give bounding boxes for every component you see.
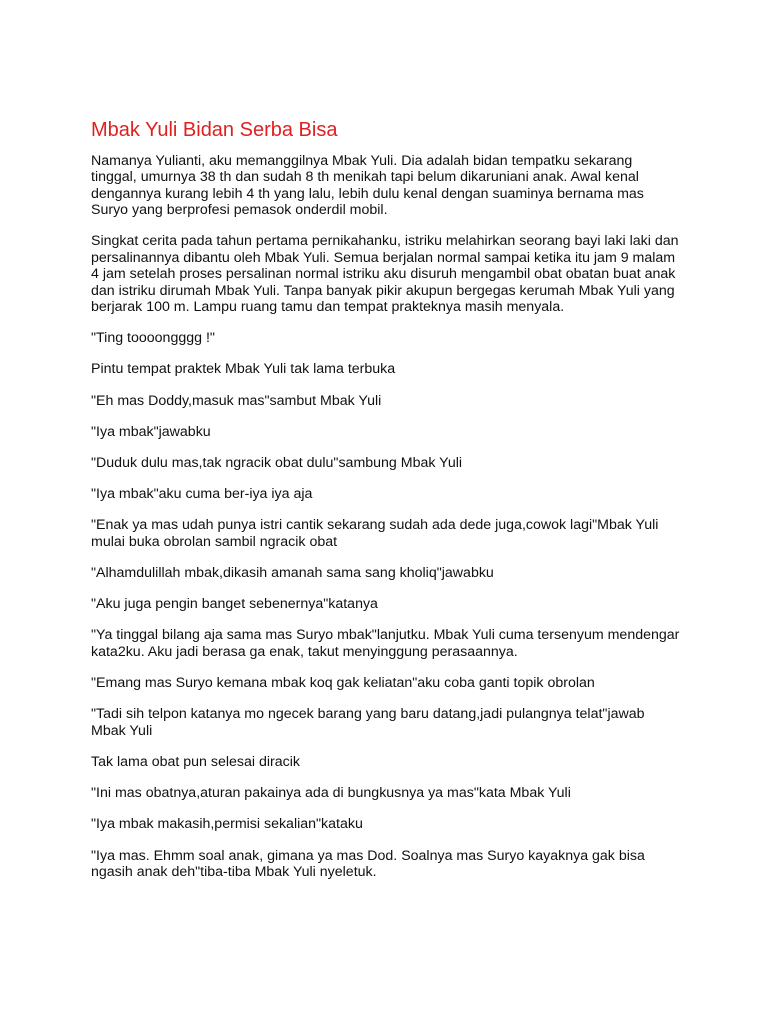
paragraph: "Iya mbak"aku cuma ber-iya iya aja [91, 486, 313, 503]
paragraph: "Emang mas Suryo kemana mbak koq gak keliatan"aku coba ganti topik obrolan [91, 675, 595, 692]
paragraph: "Alhamdulillah mbak,dikasih amanah sama sang kholiq"jawabku [91, 565, 494, 582]
paragraph: "Tadi sih telpon katanya mo ngecek barang yang baru datang,jadi pulangnya telat"jawab Mbak Yuli [91, 706, 645, 739]
paragraph: "Eh mas Doddy,masuk mas"sambut Mbak Yuli [91, 392, 382, 409]
paragraph: Tak lama obat pun selesai diracik [91, 753, 300, 770]
paragraph: "Enak ya mas udah punya istri cantik sekarang sudah ada dede juga,cowok lagi"Mbak Yuli mulai buka obrolan sambil ngracik obat [91, 517, 659, 550]
paragraph: "Aku juga pengin banget sebenernya"katanya [91, 596, 378, 613]
paragraph: Pintu tempat praktek Mbak Yuli tak lama terbuka [91, 361, 396, 378]
paragraph: "Ini mas obatnya,aturan pakainya ada di bungkusnya ya mas"kata Mbak Yuli [91, 785, 571, 802]
paragraph: "Ting toooongggg !" [91, 330, 215, 347]
paragraph: "Ya tinggal bilang aja sama mas Suryo mbak"lanjutku. Mbak Yuli cuma tersenyum mendengar kata2ku. Aku jadi berasa ga enak, takut menyinggung perasaannya. [91, 627, 680, 660]
document-title: Mbak Yuli Bidan Serba Bisa [91, 119, 338, 141]
paragraph: "Iya mbak makasih,permisi sekalian"kataku [91, 816, 363, 833]
paragraph: Singkat cerita pada tahun pertama pernikahanku, istriku melahirkan seorang bayi laki laki dan persalinannya dibantu oleh Mbak Yuli. Semua berjalan normal sampai ketika itu jam 9 malam 4 jam setelah proses persalinan normal istriku aku disuruh mengambil obat obatan buat anak dan istriku dirumah Mbak Yuli. Tanpa banyak pikir akupun bergegas kerumah Mbak Yuli yang berjarak 100 m. Lampu ruang tamu dan tempat prakteknya masih menyala. [91, 233, 679, 316]
paragraph: "Iya mas. Ehmm soal anak, gimana ya mas Dod. Soalnya mas Suryo kayaknya gak bisa ngasih anak deh"tiba-tiba Mbak Yuli nyeletuk. [91, 847, 645, 880]
paragraph: "Duduk dulu mas,tak ngracik obat dulu"sambung Mbak Yuli [91, 455, 463, 472]
paragraph: "Iya mbak"jawabku [91, 423, 211, 440]
document-body [91, 117, 681, 895]
paragraph: Namanya Yulianti, aku memanggilnya Mbak Yuli. Dia adalah bidan tempatku sekarang tinggal, umurnya 38 th dan sudah 8 th menikah tapi belum dikaruniani anak. Awal kenal dengannya kurang lebih 4 th yang lalu, lebih dulu kenal dengan suaminya bernama mas Suryo yang berprofesi pemasok onderdil mobil. [91, 153, 644, 219]
